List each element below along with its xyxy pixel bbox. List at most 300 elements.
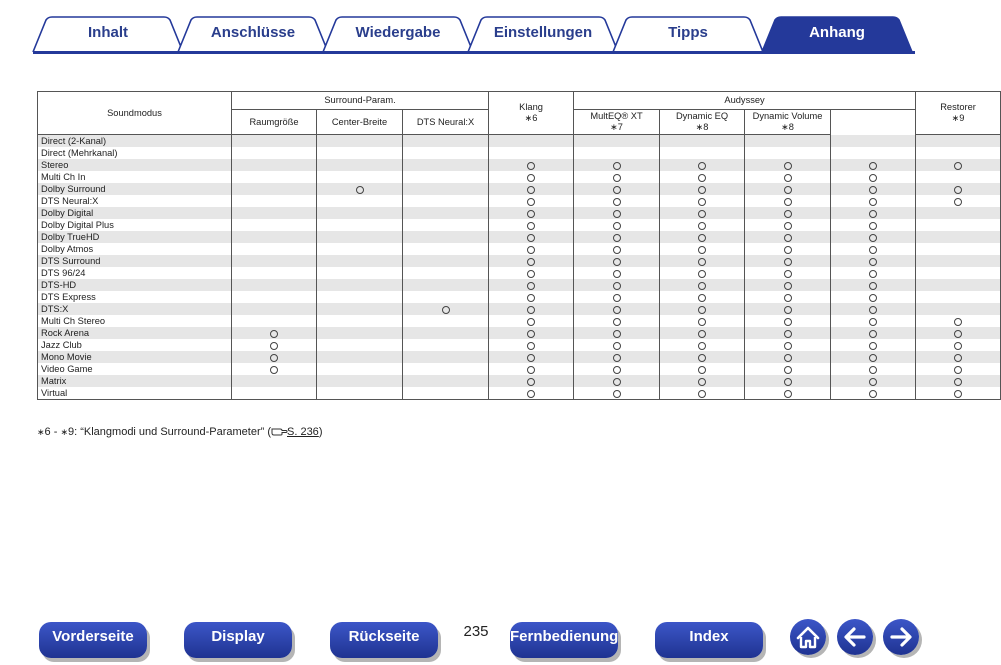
supported-circle-icon <box>613 330 621 338</box>
table-cell <box>489 351 574 363</box>
table-cell <box>574 363 660 375</box>
pointing-hand-icon <box>271 426 287 436</box>
table-cell <box>745 375 831 387</box>
table-cell <box>574 243 660 255</box>
supported-circle-icon <box>527 330 535 338</box>
table-cell <box>403 279 489 291</box>
table-cell <box>745 207 831 219</box>
supported-circle-icon <box>270 330 278 338</box>
supported-circle-icon <box>869 282 877 290</box>
table-cell <box>745 219 831 231</box>
table-cell <box>831 363 916 375</box>
table-cell <box>317 135 403 148</box>
supported-circle-icon <box>613 390 621 398</box>
header-center-breite: Center-Breite <box>317 110 403 135</box>
table-cell <box>574 375 660 387</box>
forward-button[interactable] <box>883 619 919 655</box>
table-cell <box>489 315 574 327</box>
tab-anhang[interactable]: Anhang <box>809 24 865 41</box>
table-cell <box>831 219 916 231</box>
table-cell <box>660 207 745 219</box>
table-cell <box>831 315 916 327</box>
footnote-text: : “Klangmodi und Surround-Parameter” ( <box>74 426 271 438</box>
table-cell <box>317 231 403 243</box>
supported-circle-icon <box>527 294 535 302</box>
note-marker: ∗ <box>781 122 789 132</box>
supported-circle-icon <box>527 174 535 182</box>
table-cell <box>403 195 489 207</box>
table-cell <box>831 387 916 400</box>
supported-circle-icon <box>527 162 535 170</box>
table-cell <box>232 327 317 339</box>
note-marker: ∗ <box>951 113 960 123</box>
supported-circle-icon <box>698 294 706 302</box>
table-cell <box>916 387 1001 400</box>
table-cell <box>232 267 317 279</box>
supported-circle-icon <box>527 258 535 266</box>
table-row <box>38 207 1001 219</box>
supported-circle-icon <box>270 354 278 362</box>
supported-circle-icon <box>613 234 621 242</box>
table-cell <box>403 387 489 400</box>
tab-wiedergabe[interactable]: Wiedergabe <box>355 24 441 41</box>
supported-circle-icon <box>869 342 877 350</box>
supported-circle-icon <box>698 222 706 230</box>
supported-circle-icon <box>869 186 877 194</box>
supported-circle-icon <box>784 270 792 278</box>
table-cell <box>574 339 660 351</box>
table-cell <box>232 255 317 267</box>
supported-circle-icon <box>869 162 877 170</box>
table-cell <box>574 171 660 183</box>
table-row <box>38 279 1001 291</box>
table-cell <box>745 159 831 171</box>
table-cell <box>403 147 489 159</box>
table-cell <box>574 279 660 291</box>
table-cell <box>660 351 745 363</box>
sound-mode-name: Direct (2-Kanal) <box>38 135 232 148</box>
table-cell <box>489 267 574 279</box>
table-cell <box>403 291 489 303</box>
table-cell <box>660 219 745 231</box>
vorderseite-button[interactable]: Vorderseite <box>39 622 147 658</box>
table-cell <box>831 243 916 255</box>
table-row <box>38 339 1001 351</box>
supported-circle-icon <box>527 318 535 326</box>
header-klang-label: Klang <box>519 102 543 112</box>
table-cell <box>916 291 1001 303</box>
table-cell <box>232 339 317 351</box>
table-row <box>38 315 1001 327</box>
table-cell <box>916 279 1001 291</box>
table-cell <box>489 147 574 159</box>
table-row <box>38 387 1001 400</box>
supported-circle-icon <box>527 390 535 398</box>
sound-mode-name: Matrix <box>38 375 232 387</box>
supported-circle-icon <box>869 222 877 230</box>
header-klang <box>489 92 574 135</box>
table-cell <box>745 243 831 255</box>
table-cell <box>916 315 1001 327</box>
supported-circle-icon <box>613 306 621 314</box>
table-cell <box>831 231 916 243</box>
supported-circle-icon <box>613 246 621 254</box>
table-cell <box>916 375 1001 387</box>
table-cell <box>831 375 916 387</box>
footnote <box>37 426 322 438</box>
supported-circle-icon <box>869 366 877 374</box>
table-cell <box>403 135 489 148</box>
supported-circle-icon <box>954 318 962 326</box>
supported-circle-icon <box>954 330 962 338</box>
table-cell <box>574 303 660 315</box>
table-cell <box>489 243 574 255</box>
table-cell <box>232 183 317 195</box>
header-restorer-label: Restorer <box>940 102 976 112</box>
supported-circle-icon <box>784 318 792 326</box>
table-cell <box>232 375 317 387</box>
table-cell <box>831 207 916 219</box>
sound-mode-name: Dolby Surround <box>38 183 232 195</box>
supported-circle-icon <box>869 198 877 206</box>
home-button[interactable] <box>790 619 826 655</box>
supported-circle-icon <box>698 258 706 266</box>
table-cell <box>574 135 660 148</box>
fernbedienung-button[interactable]: Fernbedienung <box>510 622 618 658</box>
table-cell <box>831 351 916 363</box>
table-cell <box>317 159 403 171</box>
note-marker: ∗ <box>524 113 533 123</box>
header-dynamic-eq-note: 8 <box>703 122 709 132</box>
supported-circle-icon <box>869 174 877 182</box>
table-cell <box>489 159 574 171</box>
supported-circle-icon <box>954 162 962 170</box>
footnote-range-b: 9 <box>68 426 75 438</box>
table-cell <box>232 159 317 171</box>
table-cell <box>403 303 489 315</box>
table-cell <box>916 195 1001 207</box>
table-cell <box>317 183 403 195</box>
table-cell <box>831 159 916 171</box>
header-multeq-label: MultEQ® XT <box>590 111 643 121</box>
supported-circle-icon <box>869 378 877 386</box>
table-cell <box>745 279 831 291</box>
tab-inhalt[interactable]: Inhalt <box>88 24 128 41</box>
table-cell <box>660 387 745 400</box>
supported-circle-icon <box>356 186 364 194</box>
table-cell <box>403 159 489 171</box>
header-audyssey: Audyssey <box>574 92 916 110</box>
sound-mode-name: DTS Surround <box>38 255 232 267</box>
table-cell <box>745 231 831 243</box>
display-button[interactable]: Display <box>184 622 292 658</box>
supported-circle-icon <box>613 282 621 290</box>
supported-circle-icon <box>784 282 792 290</box>
table-body <box>38 135 1001 400</box>
back-button[interactable] <box>837 619 873 655</box>
supported-circle-icon <box>270 366 278 374</box>
sound-mode-name: DTS-HD <box>38 279 232 291</box>
table-cell <box>317 255 403 267</box>
footnote-range-a: 6 <box>44 426 51 438</box>
table-cell <box>660 315 745 327</box>
table-cell <box>745 255 831 267</box>
table-cell <box>317 219 403 231</box>
table-cell <box>403 171 489 183</box>
supported-circle-icon <box>784 354 792 362</box>
table-cell <box>403 255 489 267</box>
table-cell <box>317 351 403 363</box>
table-row <box>38 135 1001 148</box>
supported-circle-icon <box>527 342 535 350</box>
supported-circle-icon <box>613 258 621 266</box>
supported-circle-icon <box>784 234 792 242</box>
supported-circle-icon <box>613 366 621 374</box>
table-cell <box>916 339 1001 351</box>
table-cell <box>745 171 831 183</box>
table-cell <box>574 207 660 219</box>
table-cell <box>745 363 831 375</box>
table-cell <box>916 363 1001 375</box>
table-row <box>38 255 1001 267</box>
table-row <box>38 159 1001 171</box>
table-cell <box>489 339 574 351</box>
table-cell <box>831 135 916 148</box>
top-tab-bar <box>0 0 950 60</box>
table-cell <box>745 387 831 400</box>
sound-mode-parameter-table <box>37 91 1001 400</box>
table-cell <box>317 387 403 400</box>
table-cell <box>660 171 745 183</box>
supported-circle-icon <box>869 234 877 242</box>
table-cell <box>489 255 574 267</box>
table-cell <box>916 135 1001 148</box>
supported-circle-icon <box>698 234 706 242</box>
supported-circle-icon <box>527 306 535 314</box>
supported-circle-icon <box>698 354 706 362</box>
supported-circle-icon <box>527 210 535 218</box>
supported-circle-icon <box>527 270 535 278</box>
table-cell <box>660 159 745 171</box>
table-cell <box>403 267 489 279</box>
header-dynamic-volume-label: Dynamic Volume <box>752 111 823 121</box>
table-cell <box>317 207 403 219</box>
supported-circle-icon <box>613 294 621 302</box>
supported-circle-icon <box>784 330 792 338</box>
table-row <box>38 351 1001 363</box>
rueckseite-button[interactable]: Rückseite <box>330 622 438 658</box>
supported-circle-icon <box>613 174 621 182</box>
supported-circle-icon <box>869 306 877 314</box>
supported-circle-icon <box>613 342 621 350</box>
table-cell <box>317 195 403 207</box>
table-cell <box>403 219 489 231</box>
supported-circle-icon <box>698 210 706 218</box>
supported-circle-icon <box>527 282 535 290</box>
supported-circle-icon <box>954 198 962 206</box>
sound-mode-name: DTS Express <box>38 291 232 303</box>
supported-circle-icon <box>442 306 450 314</box>
table-cell <box>831 255 916 267</box>
supported-circle-icon <box>698 378 706 386</box>
supported-circle-icon <box>613 318 621 326</box>
table-cell <box>660 243 745 255</box>
table-cell <box>916 231 1001 243</box>
table-cell <box>232 363 317 375</box>
supported-circle-icon <box>784 258 792 266</box>
table-cell <box>403 363 489 375</box>
header-dynamic-eq-label: Dynamic EQ <box>675 111 729 121</box>
table-cell <box>317 243 403 255</box>
table-row <box>38 267 1001 279</box>
header-multeq-xt <box>574 110 660 135</box>
table-row <box>38 231 1001 243</box>
table-cell <box>660 363 745 375</box>
supported-circle-icon <box>869 258 877 266</box>
supported-circle-icon <box>784 366 792 374</box>
table-cell <box>916 243 1001 255</box>
supported-circle-icon <box>869 318 877 326</box>
supported-circle-icon <box>698 390 706 398</box>
table-cell <box>831 171 916 183</box>
sound-mode-name: DTS Neural:X <box>38 195 232 207</box>
table-cell <box>660 291 745 303</box>
table-cell <box>745 291 831 303</box>
tab-einstellungen[interactable]: Einstellungen <box>493 24 593 41</box>
supported-circle-icon <box>784 306 792 314</box>
sound-mode-name: Multi Ch In <box>38 171 232 183</box>
table-cell <box>660 279 745 291</box>
table-cell <box>232 303 317 315</box>
supported-circle-icon <box>698 270 706 278</box>
supported-circle-icon <box>698 366 706 374</box>
table-cell <box>317 291 403 303</box>
tab-tipps[interactable]: Tipps <box>668 24 708 41</box>
supported-circle-icon <box>698 306 706 314</box>
table-cell <box>745 147 831 159</box>
sound-mode-name: Dolby Digital <box>38 207 232 219</box>
table-cell <box>831 327 916 339</box>
supported-circle-icon <box>954 366 962 374</box>
supported-circle-icon <box>698 174 706 182</box>
supported-circle-icon <box>954 342 962 350</box>
supported-circle-icon <box>869 270 877 278</box>
supported-circle-icon <box>613 186 621 194</box>
sound-mode-name: Stereo <box>38 159 232 171</box>
table-cell <box>317 279 403 291</box>
table-cell <box>317 363 403 375</box>
table-cell <box>660 147 745 159</box>
header-surround-param: Surround-Param. <box>232 92 489 110</box>
supported-circle-icon <box>698 342 706 350</box>
table-cell <box>317 147 403 159</box>
supported-circle-icon <box>527 366 535 374</box>
table-cell <box>916 303 1001 315</box>
index-button[interactable]: Index <box>655 622 763 658</box>
footnote-page-link[interactable]: S. 236 <box>287 426 319 438</box>
supported-circle-icon <box>784 162 792 170</box>
table-cell <box>232 279 317 291</box>
tab-anschluesse[interactable]: Anschlüsse <box>210 24 296 41</box>
table-row <box>38 195 1001 207</box>
table-cell <box>660 195 745 207</box>
table-cell <box>916 159 1001 171</box>
table-cell <box>403 243 489 255</box>
supported-circle-icon <box>527 378 535 386</box>
table-cell <box>232 195 317 207</box>
supported-circle-icon <box>613 222 621 230</box>
table-cell <box>232 219 317 231</box>
sound-mode-name: Video Game <box>38 363 232 375</box>
arrow-right-icon <box>883 619 919 655</box>
sound-mode-name: Rock Arena <box>38 327 232 339</box>
sound-mode-name: DTS:X <box>38 303 232 315</box>
supported-circle-icon <box>784 342 792 350</box>
supported-circle-icon <box>869 246 877 254</box>
table-cell <box>317 267 403 279</box>
header-multeq-note: 7 <box>617 122 623 132</box>
supported-circle-icon <box>698 162 706 170</box>
supported-circle-icon <box>869 330 877 338</box>
table-cell <box>232 243 317 255</box>
header-dynamic-volume <box>745 110 831 135</box>
table-cell <box>403 183 489 195</box>
table-cell <box>831 267 916 279</box>
supported-circle-icon <box>784 294 792 302</box>
header-dts-neuralx: DTS Neural:X <box>403 110 489 135</box>
table-row <box>38 171 1001 183</box>
supported-circle-icon <box>613 210 621 218</box>
table-cell <box>831 279 916 291</box>
footnote-range-sep: - <box>50 426 61 438</box>
sound-mode-name: Mono Movie <box>38 351 232 363</box>
supported-circle-icon <box>869 210 877 218</box>
table-cell <box>745 339 831 351</box>
supported-circle-icon <box>527 186 535 194</box>
sound-mode-name: Virtual <box>38 387 232 400</box>
table-cell <box>489 195 574 207</box>
table-cell <box>916 147 1001 159</box>
header-restorer-note: 9 <box>959 113 965 123</box>
table-cell <box>232 207 317 219</box>
table-cell <box>574 351 660 363</box>
table-cell <box>660 231 745 243</box>
table-cell <box>489 327 574 339</box>
table-cell <box>232 387 317 400</box>
supported-circle-icon <box>954 354 962 362</box>
table-cell <box>317 375 403 387</box>
supported-circle-icon <box>698 330 706 338</box>
table-cell <box>403 375 489 387</box>
table-cell <box>489 291 574 303</box>
supported-circle-icon <box>954 186 962 194</box>
home-icon <box>790 619 826 655</box>
table-cell <box>317 327 403 339</box>
supported-circle-icon <box>784 210 792 218</box>
table-cell <box>660 327 745 339</box>
table-cell <box>745 303 831 315</box>
note-marker: ∗ <box>610 122 618 132</box>
table-cell <box>916 171 1001 183</box>
supported-circle-icon <box>270 342 278 350</box>
table-cell <box>232 291 317 303</box>
supported-circle-icon <box>527 246 535 254</box>
supported-circle-icon <box>527 222 535 230</box>
table-cell <box>745 135 831 148</box>
table-cell <box>574 159 660 171</box>
table-cell <box>574 315 660 327</box>
table-row <box>38 219 1001 231</box>
